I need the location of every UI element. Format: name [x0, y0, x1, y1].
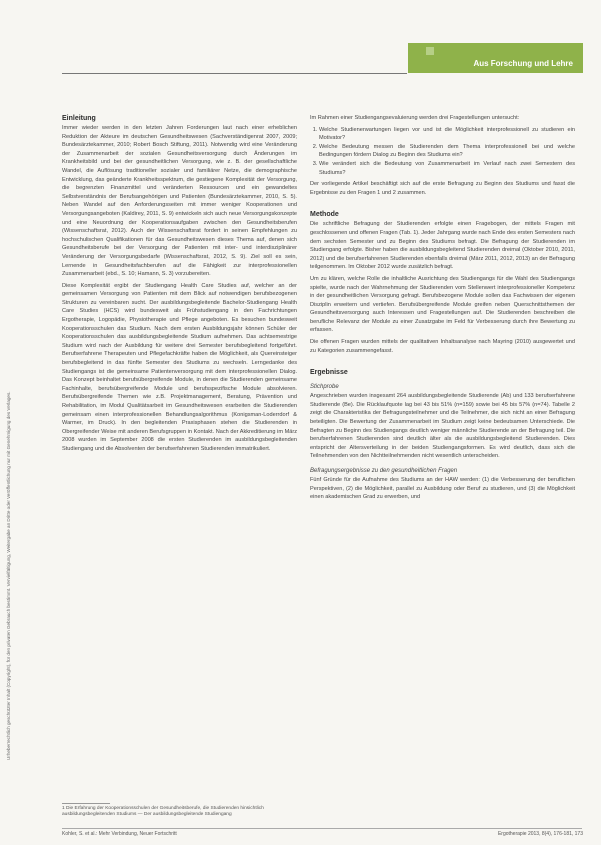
- introduction-heading: Einleitung: [62, 115, 96, 122]
- right-column: [310, 114, 575, 505]
- section-label: Aus Forschung und Lehre: [473, 59, 573, 68]
- header-rule: [62, 73, 407, 74]
- left-column: [62, 114, 297, 457]
- questions-intro: Im Rahmen einer Studiengangsevaluierung werden drei Fragestellungen untersucht:: [310, 115, 520, 121]
- research-questions-list: [310, 126, 575, 178]
- sample-paragraph: Angeschrieben wurden insgesamt 264 ausbildungsbegleitende Studierende (Ab) und 133 berufserfahrene Studierende (Be). Die Rücklaufquote lag bei 43 bis 51% (n=159) sowie bei 45 bis 57% (n=74). Tabelle 2 zeigt die Charakteristika der Befragungsteilnehmer und die Teilnehmer, die sich nicht an einer Befragung beteiligten. Die Bewertung der Zusammenarbeit im Studium zeigt keine bedeutsamen Unterschiede. Die Befragten zu Beginn des Studiengangs deutlich weniger männliche Studierende an der Befragung teil. Die berufserfahrenen Studierenden sind deutlich älter als die ausbildungsbegleitend Studierenden. Dies entspricht der Altersverteilung in der beiden Studiengangsformen. Es wird deutlich, dass sich die Teilnehmenden von den Nichtteilnehmenden nicht wesentlich unterscheiden.: [310, 393, 575, 460]
- footer-citation: Kohler, S. et al.: Mehr Verbindung, Neuer Fortschritt: [62, 831, 177, 837]
- margin-copyright-note: Urheberrechtlich geschützter Inhalt (Copyright), für den privaten Gebrauch bestimmt. Vervielfältigung, Weitergabe an Dritte oder Veröffentlichung nur mit Genehmigung des Verlages.: [6, 391, 11, 760]
- methods-paragraph-2: Um zu klären, welche Rolle die inhaltliche Ausrichtung des Studiengangs für die Wahl des Studiengangs spielte, wurde nach der Wahrnehmung der Studierenden vom Stellenwert interprofessioneller Kompetenz in der gesundheitlichen Versorgung gefragt. Berufsbezogene Module sollen das Fachwissen der eigenen Disziplin erweitern und vertiefen. Berufsübergreifende Module greifen neben Querschnittsthemen der Gesundheitsversorgung auch Interessen und Fragestellungen auf. Die Studierenden beschreiben die berufliche Relevanz der Module zu einer Zusatzgabe im Feld für Verbesserung durch ihre Bewertung zu erfassen.: [310, 275, 575, 334]
- methods-paragraph-1: Die schriftliche Befragung der Studierenden erfolgte einen Fragebogen, der mittels Fragen mit geschlossenen und offenen Fragen (Tab. 1). Jeder Jahrgang wurde nach Ende des ersten Semesters nach dem sechsten Semester und zu Beginn des Studiums befragt. Die Befragung der Studierenden im Studiengang erfolgte. Bisher haben die ausbildungsbegleitend Studierenden dreimal (Oktober 2010, 2011, 2012) und die berufserfahrenen Studierenden ebenfalls dreimal (März 2011, 2012, 2013) an der Befragung teilgenommen. Im Oktober 2012 wurde zusätzlich befragt.: [310, 221, 575, 271]
- intro-paragraph-2: Diese Komplexität ergibt der Studiengang Health Care Studies auf, welcher an der gemeinsamen Versorgung von Patienten mit dem Blick auf notwendigen berufsbezogenen Strukturen zu vereinbaren sucht. Der ausbildungsbegleitende Bachelor-Studiengang Health Care Studies (HCS) wird bundesweit als Frühstudiengang in den Fachrichtungen Ergotherapie, Logopädie, Physiotherapie und Pflege angeboten. Es besuchen bundesweit Kooperationsschulen das Studium. Nach dem ersten Ausbildungsjahr können Schüler der Kooperationsschulen das ausbildungsbegleitende Studium aufnehmen. Das achtsemestrige Studium wird nach der Ausbildung für weitere drei Semester berufsbegleitend fortgeführt. Berufserfahrene Therapeuten und Pflegefachkräfte haben die Möglichkeit, als Quereinsteiger berufsbegleitend in das fünfte Semester des Studiums zu wechseln. Lerngedanke des Studiengangs ist die gemeinsame Patientenversorgung mit dem interprofessionellen Dialog. Das Konzept beinhaltet berufsübergreifende Module, in denen die Studierenden gemeinsame Fachinhalte, berufsübergreifende Module und berufsspezifische Module absolvieren. Berufsübergreifende Themen wie z.B. Projektmanagement, Beratung, Prävention und Rehabilitation, im Modul Qualitätsarbeit im Gesundheitswesen erarbeiten die Studierenden gemeinsam einen interprofessionellen Behandlungsalgorithmus (Konigsman-Loderrdorf & Warmer, im Druck). In den begleitenden Praxisphasen stehen die Studierenden in Obergreifender Weise mit anderen Berufsgruppen in Kontakt. Nach der Akkreditierung im März 2008 wurden im September 2008 die ersten Studierenden im ausbildungsbegleitenden Studiengang und die Absolventen der berufserfahrenen Studierenden immatrikuliert.: [62, 282, 297, 452]
- footer-journal-info: Ergotherapie 2013, 8(4), 176-181, 173: [497, 831, 583, 837]
- footnote-rule: [62, 803, 110, 804]
- section-header-box: [408, 43, 583, 73]
- intro-paragraph-1: Immer wieder werden in den letzten Jahren Forderungen laut nach einer erheblichen Reduktion der Akteure im deutschen Gesundheitswesen (Sachverständigenrat 2007, 2009; Bundesärztekammer, 2010; Robert Bosch Stiftung, 2011). Notwendig wird eine Veränderung der Zusammenarbeit der sozialen Gesundheitsversorgung durch Änderungen im Krankheitsbild und bei der gesundheitlichen Versorgung, wie z. B. der gesellschaftliche Wandel, die Auflösung traditioneller sozialer und familiärer Netze, die demographische Entwicklung, das geänderte Krankheitsspektrum, die gestiegene Komplexität der Versorgung, die begrenzten Finanzmittel und veränderten Ressourcen und ein gewandeltes Selbstverständnis der Berufsangehörigen und Patienten (Bundesärztekammer, 2010, S. 5). Neben Wandel auf den Anforderungsseiten mit immer weniger Kooperationen und Versorgungsangeboten (Kaldirey, 2011, S. 9) entwickeln sich auch neue Versorgungskonzepte und eine Neuordnung der Kooperationsaufgaben zwischen den Gesundheitsberufen (Wissenschaftsrat, 2012). Auch der Wissenschaftsrat fordert in seinen Empfehlungen zu hochschulischen Qualifikationen für das Gesundheitswesen dieses Thema auf, denen sich Gesundheitsberufe bei der Versorgung der Patienten mit inter- und interdisziplinärer Veränderung der Versorgungsbedarfe (Wissenschaftsrat, 2012, S. 9). Ziel soll es sein, Lernende in Gesundheitsfachberufen auf die Fähigkeit zur interprofessionellen Zusammenarbeit (ebd., S. 10; Hamann, S. 3) vorzubereiten.: [62, 125, 297, 278]
- header-square-icon: [426, 47, 434, 55]
- question-item: 2. Welche Bedeutung messen die Studierenden dem Thema interprofessionell bei und welche Bedingungen fördern Dialog zu Beginn des Studiums ein?: [319, 143, 575, 160]
- sample-subheading: Stichprobe: [310, 384, 339, 391]
- after-questions-paragraph: Der vorliegende Artikel beschäftigt sich auf die erste Befragung zu Beginn des Studiums und fasst die Ergebnisse zu den Fragen 1 und 2 zusammen.: [310, 181, 575, 196]
- footer-rule: [62, 828, 582, 829]
- question-item: 1. Welche Studienerwartungen liegen vor und ist die Möglichkeit interprofessionell zu studieren ein Motivator?: [319, 126, 575, 143]
- reasons-subheading: Befragungsergebnisse zu den gesundheitlichen Fragen: [310, 468, 458, 474]
- results-heading: Ergebnisse: [310, 369, 348, 377]
- question-item: 3. Wie verändert sich die Bedeutung von Zusammenarbeit im Verlauf nach zwei Semestern des Studiums?: [319, 160, 575, 177]
- methods-paragraph-3: Die offenen Fragen wurden mittels der qualitativen Inhaltsanalyse nach Mayring (2010) ausgewertet und zu Kategorien zusammengefasst.: [310, 339, 575, 354]
- footnote: 1 Die Erfahrung der Kooperationsschulen der Gesundheitsberufe, die Studierenden hinsichtlich ausbildungsbegleitenden Studiums — Der ausbildungsbegleitende Studiengang: [62, 806, 264, 818]
- reasons-paragraph: Fünf Gründe für die Aufnahme des Studiums an der HAW werden: (1) die Verbesserung der beruflichen Perspektiven, (2) die Möglichkeit, parallel zu Ausbildung oder Beruf zu studieren, und (3) die Möglichkeit einen akademischen Grad zu erwerben, und: [310, 477, 575, 501]
- methods-heading: Methode: [310, 211, 339, 219]
